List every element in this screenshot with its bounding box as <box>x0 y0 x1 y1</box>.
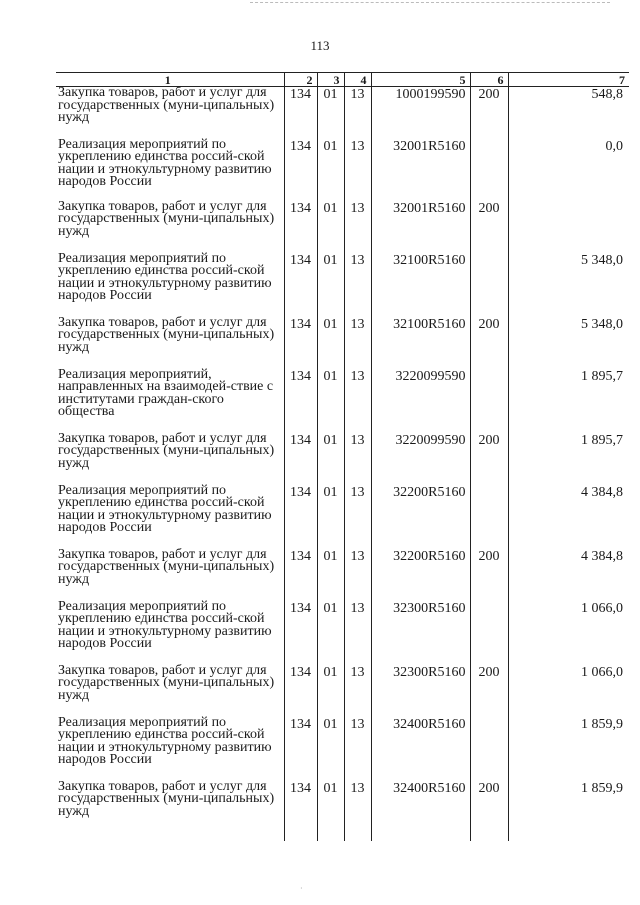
header-cell: 6 <box>470 73 508 87</box>
item-name-cell: Закупка товаров, работ и услуг для государственных (муни-ципальных) нужд <box>58 778 275 819</box>
header-cell: 7 <box>508 73 629 87</box>
item-name-cell: Реализация мероприятий по укреплению единства россий-ской нации и этнокультурному развитию народов России <box>58 136 272 190</box>
target-article-cell: 32400R5160 <box>371 781 470 841</box>
amount-cell: 0,0 <box>508 139 629 201</box>
target-article-cell: 32300R5160 <box>371 665 470 717</box>
expense-type-cell <box>470 485 508 549</box>
expense-type-cell <box>470 139 508 201</box>
amount-cell <box>508 201 629 253</box>
section-cell: 01 <box>317 549 344 601</box>
item-name-cell: Реализация мероприятий по укреплению единства россий-ской нации и этнокультурному развитию народов России <box>58 250 272 304</box>
subsection-cell: 13 <box>344 433 371 485</box>
section-cell: 01 <box>317 369 344 433</box>
budget-table <box>56 72 629 841</box>
target-article-cell: 3220099590 <box>371 433 470 485</box>
item-name-cell: Закупка товаров, работ и услуг для государственных (муни-ципальных) нужд <box>58 198 275 239</box>
scan-artifact: · <box>300 884 303 893</box>
target-article-cell: 32001R5160 <box>371 139 470 201</box>
expense-type-cell <box>470 717 508 781</box>
item-name-cell: Закупка товаров, работ и услуг для государственных (муни-ципальных) нужд <box>58 85 275 126</box>
subsection-cell: 13 <box>344 485 371 549</box>
header-cell: 4 <box>344 73 371 87</box>
subsection-cell: 13 <box>344 201 371 253</box>
expense-type-cell <box>470 369 508 433</box>
target-article-cell: 32001R5160 <box>371 201 470 253</box>
amount-cell: 4 384,8 <box>508 485 629 549</box>
section-cell: 01 <box>317 87 344 139</box>
subsection-cell: 13 <box>344 781 371 841</box>
subsection-cell: 13 <box>344 87 371 139</box>
gov-code-cell: 134 <box>284 485 317 549</box>
subsection-cell: 13 <box>344 317 371 369</box>
table-row <box>56 87 629 139</box>
table-row <box>56 665 629 717</box>
item-name-cell: Реализация мероприятий по укреплению единства россий-ской нации и этнокультурному развитию народов России <box>58 598 272 652</box>
expense-type-cell: 200 <box>470 781 508 841</box>
gov-code-cell: 134 <box>284 549 317 601</box>
page-number: 113 <box>310 38 330 53</box>
target-article-cell: 32200R5160 <box>371 549 470 601</box>
gov-code-cell: 134 <box>284 717 317 781</box>
table-row <box>56 485 629 549</box>
table-row <box>56 317 629 369</box>
section-cell: 01 <box>317 601 344 665</box>
subsection-cell: 13 <box>344 665 371 717</box>
table-row <box>56 201 629 253</box>
subsection-cell: 13 <box>344 549 371 601</box>
header-cell: 1 <box>56 73 284 87</box>
expense-type-cell: 200 <box>470 201 508 253</box>
item-name-cell: Закупка товаров, работ и услуг для государственных (муни-ципальных) нужд <box>58 430 275 471</box>
header-cell: 5 <box>371 73 470 87</box>
gov-code-cell: 134 <box>284 665 317 717</box>
amount-cell: 1 066,0 <box>508 665 629 717</box>
table-row <box>56 781 629 841</box>
amount-cell: 5 348,0 <box>508 317 629 369</box>
expense-type-cell: 200 <box>470 433 508 485</box>
section-cell: 01 <box>317 433 344 485</box>
subsection-cell: 13 <box>344 139 371 201</box>
expense-type-cell: 200 <box>470 665 508 717</box>
target-article-cell: 32100R5160 <box>371 317 470 369</box>
section-cell: 01 <box>317 317 344 369</box>
amount-cell: 1 895,7 <box>508 433 629 485</box>
section-cell: 01 <box>317 665 344 717</box>
amount-cell: 1 066,0 <box>508 601 629 665</box>
table-row <box>56 139 629 201</box>
table-row <box>56 433 629 485</box>
section-cell: 01 <box>317 139 344 201</box>
target-article-cell: 32300R5160 <box>371 601 470 665</box>
item-name-cell: Реализация мероприятий по укреплению единства россий-ской нации и этнокультурному развитию народов России <box>58 714 272 768</box>
section-cell: 01 <box>317 253 344 317</box>
expense-type-cell: 200 <box>470 317 508 369</box>
item-name-cell: Реализация мероприятий, направленных на взаимодей-ствие с институтами граждан-ского общества <box>58 366 274 420</box>
target-article-cell: 1000199590 <box>371 87 470 139</box>
table-row <box>56 717 629 781</box>
subsection-cell: 13 <box>344 253 371 317</box>
table-row <box>56 549 629 601</box>
scan-edge-line <box>250 2 610 4</box>
subsection-cell: 13 <box>344 717 371 781</box>
section-cell: 01 <box>317 717 344 781</box>
gov-code-cell: 134 <box>284 253 317 317</box>
item-name-cell: Реализация мероприятий по укреплению единства россий-ской нации и этнокультурному развитию народов России <box>58 482 272 536</box>
gov-code-cell: 134 <box>284 369 317 433</box>
gov-code-cell: 134 <box>284 601 317 665</box>
section-cell: 01 <box>317 781 344 841</box>
subsection-cell: 13 <box>344 601 371 665</box>
target-article-cell: 3220099590 <box>371 369 470 433</box>
table-row <box>56 601 629 665</box>
amount-cell: 1 895,7 <box>508 369 629 433</box>
gov-code-cell: 134 <box>284 433 317 485</box>
item-name-cell: Закупка товаров, работ и услуг для государственных (муни-ципальных) нужд <box>58 546 275 587</box>
gov-code-cell: 134 <box>284 781 317 841</box>
amount-cell: 548,8 <box>508 87 629 139</box>
header-cell: 2 <box>284 73 317 87</box>
expense-type-cell <box>470 253 508 317</box>
section-cell: 01 <box>317 201 344 253</box>
item-name-cell: Закупка товаров, работ и услуг для государственных (муни-ципальных) нужд <box>58 662 275 703</box>
expense-type-cell <box>470 601 508 665</box>
subsection-cell: 13 <box>344 369 371 433</box>
amount-cell: 1 859,9 <box>508 717 629 781</box>
target-article-cell: 32400R5160 <box>371 717 470 781</box>
header-cell: 3 <box>317 73 344 87</box>
amount-cell: 1 859,9 <box>508 781 629 841</box>
amount-cell: 4 384,8 <box>508 549 629 601</box>
amount-cell: 5 348,0 <box>508 253 629 317</box>
gov-code-cell: 134 <box>284 139 317 201</box>
item-name-cell: Закупка товаров, работ и услуг для государственных (муни-ципальных) нужд <box>58 314 275 355</box>
table-row <box>56 253 629 317</box>
expense-type-cell: 200 <box>470 87 508 139</box>
expense-type-cell: 200 <box>470 549 508 601</box>
section-cell: 01 <box>317 485 344 549</box>
gov-code-cell: 134 <box>284 317 317 369</box>
gov-code-cell: 134 <box>284 87 317 139</box>
target-article-cell: 32200R5160 <box>371 485 470 549</box>
table-row <box>56 369 629 433</box>
gov-code-cell: 134 <box>284 201 317 253</box>
target-article-cell: 32100R5160 <box>371 253 470 317</box>
